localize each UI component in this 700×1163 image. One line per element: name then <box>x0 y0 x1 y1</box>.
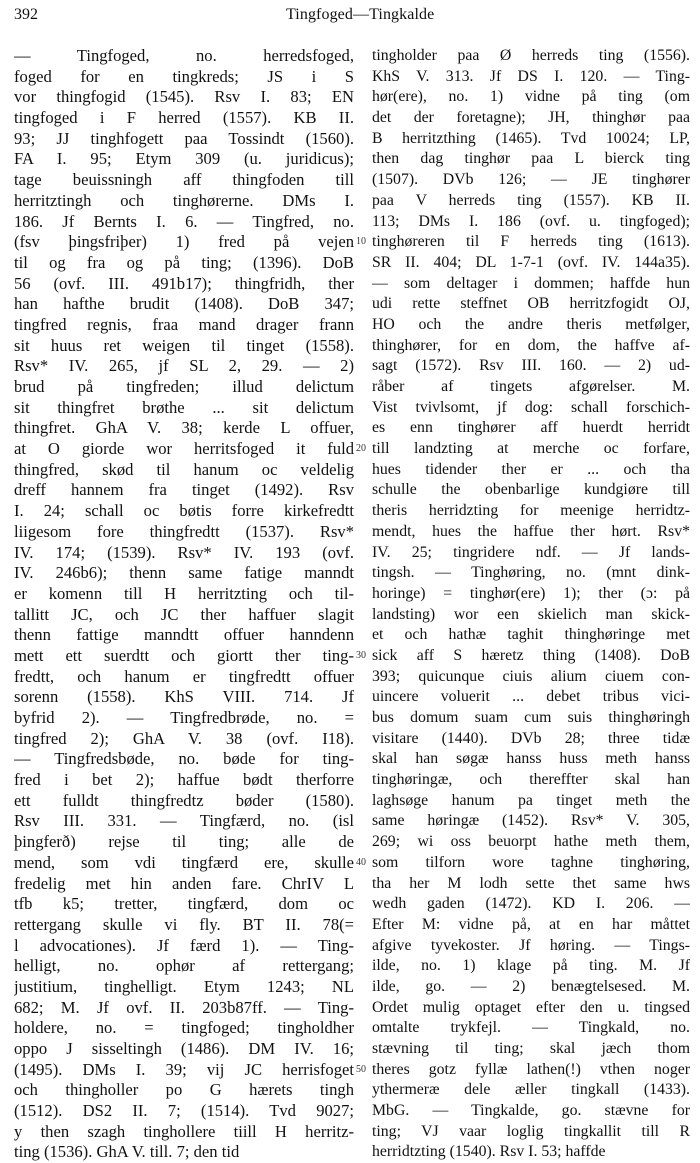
text-line: foged for en tingkreds; JS i S <box>14 66 354 86</box>
text-line: till landzting at merche oc forfare, <box>372 440 690 458</box>
text-line: 56 (ovf. III. 491b17); thingfridh, ther <box>14 273 354 293</box>
left-column <box>14 46 354 1163</box>
text-line: þingferð) rejse til ting; alle de <box>14 832 354 852</box>
text-line: tage beuissningh aff thingfoden till <box>14 170 354 190</box>
text-line: Rsv* IV. 265, jf SL 2, 29. — 2) <box>14 356 354 376</box>
text-line: (1512). DS2 II. 7; (1514). Tvd 9027; <box>14 1101 354 1121</box>
text-line: thingfred, skød til hanum oc veldelig <box>14 459 354 479</box>
text-line: IV. 246b6); thenn same fatige manndt <box>14 563 354 583</box>
text-line: es enn tinghører aff huerdt herridt <box>372 419 690 437</box>
text-line: holdere, no. = tingfoged; tingholdher <box>14 1018 354 1038</box>
text-line: hues tidender ther er ... och tha <box>372 460 690 478</box>
text-line: ythermeræ dele æller tingkall (1433). <box>372 1081 690 1099</box>
text-line: hør(ere), no. 1) vidne på ting (om <box>372 88 690 106</box>
text-line: tingfred regnis, fraa mand drager frann <box>14 314 354 334</box>
text-line: at O giorde wor herritsfoged it fuld <box>14 439 354 459</box>
text-line: I. 24; schall oc bøtis forre kirkefredtt <box>14 501 354 521</box>
text-line: Rsv III. 331. — Tingfærd, no. (isl <box>14 811 354 831</box>
text-line: IV. 174; (1539). Rsv* IV. 193 (ovf. <box>14 542 354 562</box>
text-line: ilde, go. — 2) benægtelsesed. M. <box>372 977 690 995</box>
text-line: 682; M. Jf ovf. II. 203b87ff. — Ting- <box>14 997 354 1017</box>
text-line: råber af tingets afgørelser. M. <box>372 378 690 395</box>
text-line: IV. 25; tingridere ndf. — Jf lands- <box>372 543 690 561</box>
text-line: tinghøringæ, och thereffter skal han <box>372 771 690 789</box>
text-line: tfb k5; tretter, tingfærd, dom oc <box>14 894 354 914</box>
text-line: fred i bet 2); haffue bødt therforre <box>14 770 354 790</box>
text-line: Efter M: vidne på, at en har måttet <box>372 915 690 933</box>
text-line: afgive tyvekoster. Jf høring. — Tings- <box>372 936 690 954</box>
text-line: then dag tinghør paa L bierck ting <box>372 150 690 168</box>
running-head: Tingfoged—Tingkalde <box>286 6 435 23</box>
text-line: er komenn till H herritzting och til- <box>14 583 354 603</box>
text-line: herritztingh och tinghørerne. DMs I. <box>14 190 354 210</box>
text-line: fredtt, och hanum er tingfredtt offuer <box>14 666 354 686</box>
text-line: liigesom fore thingfredtt (1537). Rsv* <box>14 521 354 541</box>
page-header <box>14 6 686 30</box>
text-line: sick aff S hæretz thing (1408). DoB <box>372 646 690 664</box>
text-line: stævning til ting; skal jæch thom <box>372 1040 690 1057</box>
text-line: B herritzthing (1465). Tvd 10024; LP, <box>372 129 690 147</box>
text-line: brud på tingfreden; illud delictum <box>14 377 354 396</box>
text-line: dreff hannem fra tinget (1492). Rsv <box>14 480 354 500</box>
text-line: rettergang skulle vi fly. BT II. 78(= <box>14 914 354 934</box>
text-line: tingfred 2); GhA V. 38 (ovf. I18). <box>14 728 354 748</box>
right-column <box>372 46 690 1163</box>
text-line: ilde, no. 1) klage på ting. M. Jf <box>372 957 690 975</box>
text-line: FA I. 95; Etym 309 (u. juridicus); <box>14 149 354 169</box>
text-line: thingfret. GhA V. 38; kerde L offuer, <box>14 418 354 438</box>
text-line: oppo J sisseltingh (1486). DM IV. 16; <box>14 1039 354 1058</box>
text-line: ett fulldt thingfredtz bøder (1580). <box>14 790 354 810</box>
text-line: Vist tvivlsomt, jf dog: schall forschich- <box>372 398 690 416</box>
text-line: 93; JJ tinghfogett paa Tossindt (1560). <box>14 128 354 148</box>
text-line: fredelig met hin anden fare. ChrIV L <box>14 873 354 893</box>
text-line: skal han søgæ hanss huss meth hanss <box>372 750 690 768</box>
text-line: 393; quicunque ciuis alium ciuem con- <box>372 667 690 685</box>
text-line: tallitt JC, och JC ther haffuer slagit <box>14 604 354 624</box>
line-number-marker: 50 <box>356 1064 366 1075</box>
line-number-marker: 30 <box>356 650 366 661</box>
text-line: visitare (1440). DVb 28; three tidæ <box>372 729 690 747</box>
text-line: thinghører, for en dom, the haffve af- <box>372 336 690 354</box>
text-line: justitium, tinghelligt. Etym 1243; NL <box>14 976 354 996</box>
text-line: Ordet mulig optaget efter den u. tingsed <box>372 998 690 1016</box>
text-line: 113; DMs I. 186 (ovf. u. tingfoged); <box>372 212 690 230</box>
text-line: det der foretagne); JH, thinghør paa <box>372 109 690 127</box>
text-line: SR II. 404; DL 1-7-1 (ovf. IV. 144a35). <box>372 253 690 271</box>
text-line: ting (1536). GhA V. till. 7; den tid <box>14 1142 240 1162</box>
text-line: som tilforn wore taghne tinghøring, <box>372 853 690 871</box>
page-number: 392 <box>14 6 38 23</box>
line-number-marker: 20 <box>356 443 366 454</box>
text-line: udi rette steffnet OB herritzfogidt OJ, <box>372 295 690 313</box>
text-line: tha her M lodh sette thet same hws <box>372 874 690 892</box>
text-line: laghsøge hanum pa tinget meth the <box>372 791 690 809</box>
text-line: theris herridzting for meenige herridtz- <box>372 502 690 520</box>
text-line: tinghøreren til F herreds ting (1613). <box>372 233 690 251</box>
text-line: schulle the obenbarlige kundgiøre till <box>372 481 690 499</box>
text-line: mendt, hues the haffue ther hørt. Rsv* <box>372 522 690 540</box>
text-line: helligt, no. ophør af rettergang; <box>14 956 354 976</box>
text-line: (1495). DMs I. 39; vij JC herrisfoget <box>14 1059 354 1079</box>
text-line: horinge) = tinghør(ere) 1); ther (ɔ: på <box>372 584 690 602</box>
text-line: tingfoged i F herred (1557). KB II. <box>14 108 354 128</box>
text-line: sorenn (1558). KhS VIII. 714. Jf <box>14 687 354 707</box>
line-number-marker: 10 <box>356 236 366 247</box>
text-line: uincere voluerit ... debet tribus vici- <box>372 688 690 706</box>
text-line: (1507). DVb 126; — JE tinghører <box>372 171 690 189</box>
text-line: paa V herreds ting (1557). KB II. <box>372 191 690 209</box>
text-line: til og fra og på ting; (1396). DoB <box>14 252 354 272</box>
text-line: vor thingfogid (1545). Rsv I. 83; EN <box>14 87 354 107</box>
text-line: KhS V. 313. Jf DS I. 120. — Ting- <box>372 67 690 85</box>
text-line: ting; VJ vaar loglig tingkallit till R <box>372 1122 690 1140</box>
text-line: y then szagh tinghollere tiill H herritz- <box>14 1121 354 1141</box>
text-line: wedh gaden (1472). KD I. 206. — <box>372 895 690 913</box>
text-line: byfrid 2). — Tingfredbrøde, no. = <box>14 708 354 727</box>
text-line: landsting) wor een skielich man skick- <box>372 605 690 623</box>
text-line: (fsv þingsfriþer) 1) fred på vejen <box>14 232 354 252</box>
text-line: tingsh. — Tinghøring, no. (mnt dink- <box>372 564 690 582</box>
text-line: — Tingfoged, no. herredsfoged, <box>14 46 354 65</box>
text-line: HO och the andre theris metfølger, <box>372 315 690 333</box>
text-line: och thingholler po G hærets tingh <box>14 1080 354 1100</box>
text-line: et och hathæ taghit thinghøringe met <box>372 626 690 644</box>
text-line: tingholder paa Ø herreds ting (1556). <box>372 47 690 64</box>
line-number-marker: 40 <box>356 857 366 868</box>
text-line: l advocationes). Jf færd 1). — Ting- <box>14 935 354 955</box>
text-line: bus domum suam cum suis thinghøringh <box>372 709 690 726</box>
text-line: herridtzting (1540). Rsv I. 53; haffde <box>372 1143 606 1161</box>
text-line: MbG. — Tingkalde, go. stævne for <box>372 1102 690 1120</box>
text-line: han hafthe brudit (1408). DoB 347; <box>14 294 354 314</box>
text-line: 269; wi oss beuorpt hathe meth them, <box>372 833 690 851</box>
text-line: sagt (1572). Rsv III. 160. — 2) ud- <box>372 357 690 375</box>
text-line: mett ett suerdtt och giortt ther ting- <box>14 645 354 665</box>
text-line: omtalte trykfejl. — Tingkald, no. <box>372 1019 690 1037</box>
text-line: sit thingfret brøthe ... sit delictum <box>14 397 354 417</box>
text-line: mend, som vdi tingfærd ere, skulle <box>14 852 354 872</box>
text-line: — som deltager i dommen; haffde hun <box>372 274 690 292</box>
text-line: 186. Jf Bernts I. 6. — Tingfred, no. <box>14 211 354 231</box>
text-line: sit huus ret weigen til tinget (1558). <box>14 335 354 355</box>
text-line: — Tingfredsbøde, no. bøde for ting- <box>14 749 354 769</box>
text-line: theres gotz fyllæ lathen(!) vthen noger <box>372 1060 690 1078</box>
text-line: same høringæ (1452). Rsv* V. 305, <box>372 812 690 830</box>
text-line: thenn fattige manndtt offuer hanndenn <box>14 625 354 645</box>
